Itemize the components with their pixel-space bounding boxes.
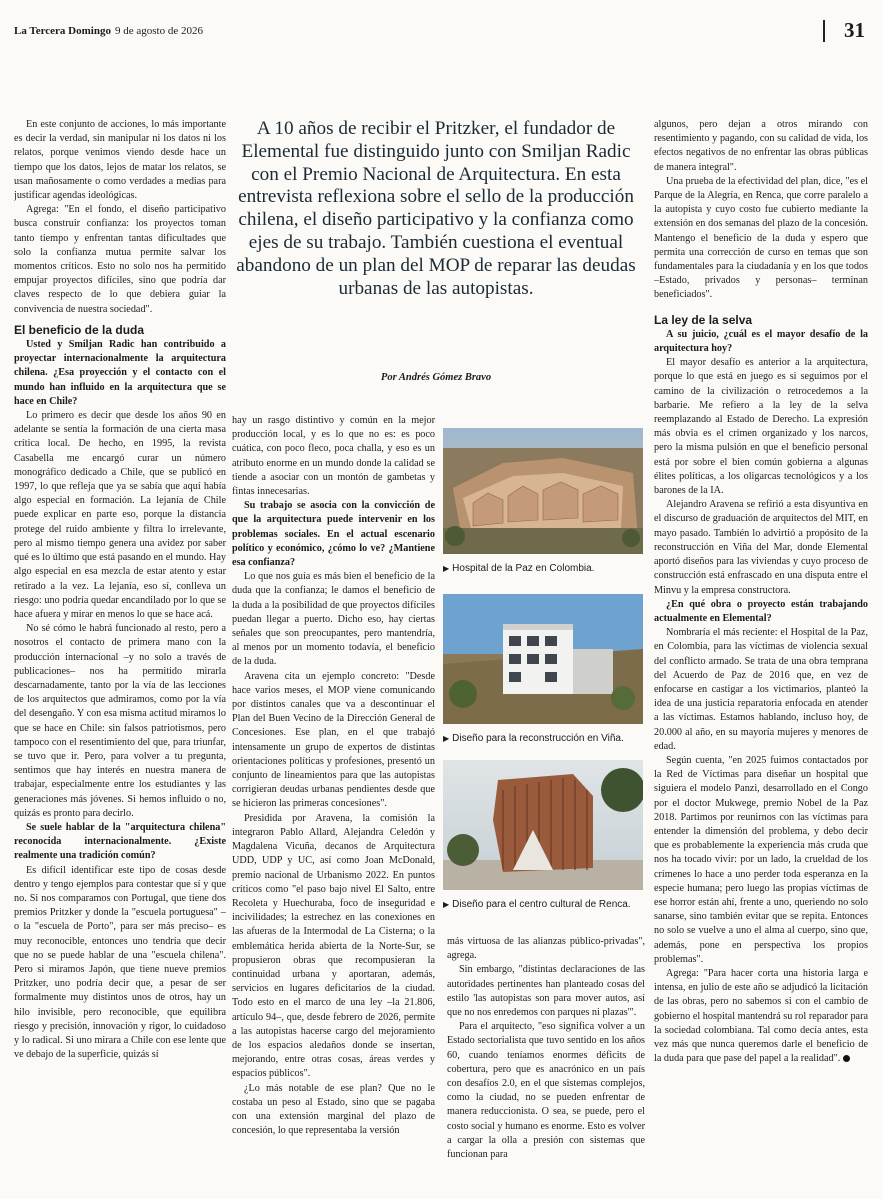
issue-date: 9 de agosto de 2026 [114,25,203,37]
publication-name: La Tercera Domingo [14,25,111,37]
paragraph: Es difícil identificar este tipo de cosas desde dentro y tengo ejemplos para contestar que sí y que no. Si nos comparamos con Portugal, que tiene dos premios Pritzker y donde la "escuela portuguesa" –o la "escuela de Porto", para ser más preciso– es muy reconocible, entonces uno tendría que decir que no se puede hablar de una "escuela chilena". Pero si miramos Japón, que tiene nueve premios Pritzker, uno podría decir que, a pesar de ser formalmente muy distintos unos de otros, hay un hilo invisible, pero reconocible, que equilibra riesgo y precisión, innovación y rigor, lo cuidadoso y lo radical. Si uno mirara a Chile con ese lente que ve debajo de la superficie, quizás sí [14,864,226,1061]
article-column-2 [232,414,435,1184]
section-heading: La ley de la selva [654,312,753,327]
renca-photo [443,760,643,890]
header-divider [823,20,825,42]
photo-caption: ▶ Diseño para el centro cultural de Renca. [443,899,631,910]
interview-question: Su trabajo se asocia con la convicción de que la arquitectura puede intervenir en los problemas sociales. En el actual escenario político y económico, ¿cómo lo ve? ¿Mantiene esa confianza? [232,500,435,569]
interview-question: ¿En qué obra o proyecto están trabajando actualmente en Elemental? [654,598,868,624]
caption-arrow-icon: ▶ [443,900,450,909]
paragraph: Según cuenta, "en 2025 fuimos contactados por la Red de Víctimas para diseñar un hospital que siguiera el modelo Panzi, desarrollado en el Congo por el doctor Mukwege, premio Nobel de la Paz 2018. Partimos por reunirnos con las víctimas para entender la dimensión del problema, y debo decir que es probablemente la experiencia más cruda que nos ha tocado vivir: por un lado, la crueldad de los crímenes lo hace a uno perder toda esperanza en la especie humana; pero luego las propias víctimas de ese horror están ahí, frente a uno, queriendo no solo sanarse, sino también evitar que se repita. Entonces no solo se vuelve a uno el alma al cuerpo, sino que, además, pone en perspectiva los propios problemas". [654,754,868,965]
page-number: 31 [844,18,865,42]
paragraph: Sin embargo, "distintas declaraciones de las autoridades pertinentes han planteado cosas del estilo 'las autopistas son para mover autos, así que no nos enredemos con parques ni plazas'". [447,964,645,1019]
article-lede: A 10 años de recibir el Pritzker, el fundador de Elemental fue distinguido junto con Smiljan Radic con el Premio Nacional de Arquitectura. En esta entrevista reflexiona sobre el sello de la producción chilena, el diseño participativo y la confianza como ejes de su trabajo. También cuestiona el eventual abandono de un plan del MOP de reparar las deudas urbanas de las autopistas. [236,118,636,299]
paragraph: Alejandro Aravena se refirió a esta disyuntiva en el discurso de graduación de arquitectos del MIT, en mayo pasado. También lo advirtió a propósito de la reconstrucción en Viña del Mar, donde Elemental aportó diseños para las viviendas y cuyo proceso de construcción está enfrascado en una disputa entre el Minvu y la empresa constructora. [654,499,868,596]
paragraph: Para el arquitecto, "eso significa volver a un Estado sectorialista que tuvo sentido en los años 60, cuando teníamos enormes déficits de cobertura, pero que es anacrónico en un país con desafíos 2.0, en el que sistemas complejos, como la ciudad, no se pueden enfrentar de manera reduccionista. O sea, se puede, pero el costo social y humano es enorme. Esto es volver a cargar la olla a presión con sistemas que funcionan para [447,1021,645,1161]
photo-caption: ▶ Diseño para la reconstrucción en Viña. [443,733,624,744]
paragraph: Lo que nos guía es más bien el beneficio de la duda que la confianza; le damos el beneficio de la duda a la posibilidad de que proyectos difíciles puedan llegar a puerto. Dicho eso, hay ciertas señales que son preocupantes, pero mantendría, al menos por un momento todavía, el beneficio de la duda. [232,571,435,668]
end-mark-icon [843,1055,850,1062]
interview-question: Usted y Smiljan Radic han contribuido a proyectar internacionalmente la arquitectura chilena. ¿Esa proyección y el contacto con el mundo han influido en la arquitectura que se hace en Chile? [14,339,226,407]
paragraph: Una prueba de la efectividad del plan, dice, "es el Parque de la Alegría, en Renca, que corre paralelo a la autopista y cuyo costo fue cubierto mediante la extensión en dos semanas del plazo de la concesión. Mantengo el beneficio de la duda y espero que permita una corrección de curso en temas que son fundamentales para la ciudadanía y en los que todos –Estado, privados y personas– terminan beneficiados". [654,175,868,301]
page-header [14,18,869,44]
interview-question: A su juicio, ¿cuál es el mayor desafío de la arquitectura hoy? [654,328,868,355]
paragraph: En este conjunto de acciones, lo más importante es decir la verdad, sin manipular ni los datos ni los relatos, porque venimos viendo desde hace un tiempo que los datos, lejos de matar los relatos, se usan mañosamente o como verdades a medias para justificar agendas ideológicas. [14,119,226,202]
caption-arrow-icon: ▶ [443,564,450,573]
paragraph: El mayor desafío es anterior a la arquitectura, porque lo que está en juego es si seguimos por el camino de la civilización o retrocedemos a la barbarie. Me refiero a la ley de la selva reemplazando al Estado de Derecho. La expresión más obvia es el crimen organizado y los narcos, pero la misma pulsión en que el beneficio personal está por sobre el bien común gobierna a algunas élites políticas, a los oligarcas tecnológicos y a los barones de la IA. [654,357,868,497]
vina-photo [443,594,643,724]
byline: Por Andrés Gómez Bravo [380,372,492,383]
paragraph: Agrega: "En el fondo, el diseño participativo busca construir confianza: los proyectos toman tanto tiempo y enfrentan tantas dificultades que solo la confianza mutua permite salvar los momentos críticos. Esto no solo nos ha permitido empujar proyectos difíciles, sino que podría dar claves respecto de lo que debiera guiar la convivencia de nuestra sociedad". [14,204,226,315]
paragraph: Agrega: "Para hacer corta una historia larga e intensa, en julio de este año se adjudicó la licitación de las obras, pero no sabemos si con el cambio de gobierno el hospital mantendrá su rol reparador para la sociedad colombiana. Tal como decía antes, esta vez más que nunca queremos darle el beneficio de la duda para que pase del papel a la realidad". [654,967,868,1065]
photo-caption: ▶ Hospital de la Paz en Colombia. [443,563,595,574]
paragraph: algunos, pero dejan a otros mirando con resentimiento y pagando, con su calidad de vida, los efectos negativos de no enfrentar las obras públicas de manera integral". [654,119,868,173]
paragraph: hay un rasgo distintivo y común en la mejor producción local, y es lo que no es: es poco cuática, con poco fleco, poca challa, y eso es un atributo enorme en un mundo donde la calidad se tiende a asociar con un montón de gambetas y fintas innecesarias. [232,415,435,498]
hospital-photo [443,428,643,554]
article-column-1 [14,118,226,1180]
article-column-3 [447,935,645,1184]
caption-arrow-icon: ▶ [443,734,450,743]
section-heading: El beneficio de la duda [14,322,145,337]
paragraph: Aravena cita un ejemplo concreto: "Desde hace varios meses, el MOP viene comunicando por distintos canales que va a descontinuar el Plan del Buen Vecino de la Dirección General de Concesiones. Ese plan, en el que trabajó intensamente un grupo de expertos de distintas orientaciones políticas y profesiones, presentó un conjunto de lineamientos para que las autopistas corrigieran deudas urbanas pendientes desde que se hicieron las primeras concesiones". [232,670,435,810]
article-column-4 [654,118,868,1184]
interview-question: Se suele hablar de la "arquitectura chilena" reconocida internacionalmente. ¿Existe realmente una tradición común? [14,821,226,862]
paragraph: No sé cómo le habrá funcionado al resto, pero a nosotros el contacto de primera mano con la producción internacional –y no solo a través de publicaciones– nos ha permitido mirarla descarnadamente, tanto por la vía de las lecciones de los arquitectos que admiramos, como por la vía del desengaño. Y con esa misma actitud miramos lo que se hace en Chile: sin falsos patriotismos, pero tampoco con el resentimiento del que, para triunfar, se tuvo que ir. Pero, para volver a tu pregunta, sentimos que hay interés en nuestra manera de trabajar, especialmente entre los estudiantes y las generaciones más jóvenes. Si hemos influido o no, quizás es pronto para decirlo. [14,623,226,819]
paragraph: Nombraría el más reciente: el Hospital de la Paz, en Colombia, para las víctimas de violencia sexual del conflicto armado. Se trata de una obra temprana del Acuerdo de Paz de 2016 que, en vez de enfocarse en castigar a los victimarios, planteó la idea de una justicia reparatoria enfocada en atender a las víctimas. Estamos hablando, incluso hoy, de 20.000 al año, en su mayoría mujeres y menores de edad. [654,627,868,752]
paragraph: Presidida por Aravena, la comisión la integraron Pablo Allard, Alejandra Celedón y Magdalena Vicuña, decanos de Arquitectura UDD, UDP y UC, así como Joan McDonald, premio nacional de Urbanismo 2022. En puntos críticos como "el paso bajo nivel El Salto, entre Recoleta y Huechuraba, foco de inseguridad e incivilidades; la estrechez en las conexiones en las afueras de la Intermodal de La Cisterna; o la emblemática herida abierta de la Norte-Sur, se propusieron obras que recompusieran la continuidad urbana y aportaran, además, servicios en lugares deficitarios de la ciudad. Todo esto en el marco de una ley –la 21.806, artículo 94–, que, desde febrero de 2026, permite a las autopistas hacerse cargo del mejoramiento de los espacios aledaños donde se insertan, mejorando, entre otras cosas, áreas verdes y espacios públicos". [232,812,435,1080]
paragraph: más virtuosa de las alianzas público-privadas", agrega. [447,936,645,962]
paragraph: Lo primero es decir que desde los años 90 en adelante se sentía la formación de una cierta masa crítica local. De hecho, en 1995, la revista Casabella me encargó curar un número monográfico dedicado a Chile, que se publicó en 1997, lo que refleja que ya se sabía que aquí había algo especial en formación. La lejanía de Chile puede explicar en parte eso, porque la distancia protege del ruido ambiente y filtra lo irrelevante, pero al mismo tiempo genera una avidez por saber qué es lo último que está pasando en el mundo. Hay algo especial en esa mezcla de estar atento y estar retirado a la vez. La lejanía, eso sí, conlleva un riesgo: uno podría quedar encandilado por lo que se hace afuera y mirar en menos lo que se hace acá. [14,410,226,620]
paragraph: ¿Lo más notable de ese plan? Que no le costaba un peso al Estado, sino que se pagaba con una extensión marginal del plazo de concesión, lo que representaba la versión [232,1082,435,1137]
